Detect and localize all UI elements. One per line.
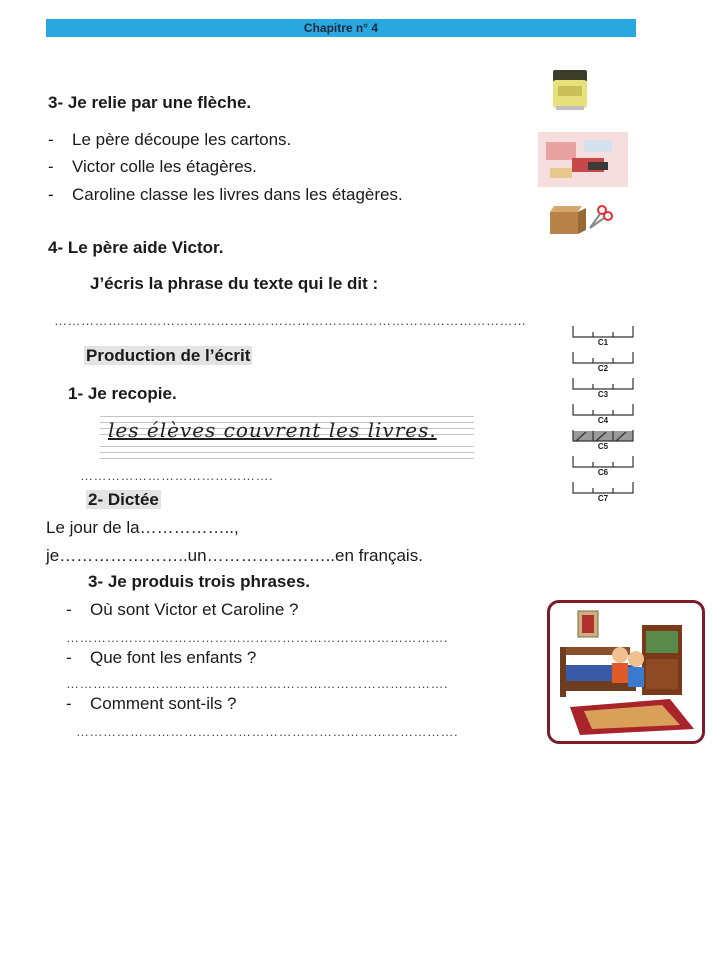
criterion-c3-box[interactable] (572, 378, 634, 390)
dictee-title (86, 490, 161, 510)
dictee-title-text: 2- Dictée (88, 490, 159, 509)
criterion-c5 (572, 430, 642, 456)
glue-stick-icon (550, 68, 590, 112)
question-3-text: Comment sont-ils ? (90, 694, 237, 713)
answer-line-2[interactable]: …………………………………………………………………………. (66, 676, 449, 691)
match-item-1-text: Le père découpe les cartons. (72, 130, 292, 149)
match-item-3: - Caroline classe les livres dans les étagères. (48, 185, 403, 204)
dictee-line-2: je…………………..un…………………..en français. (46, 546, 423, 565)
answer-line-3[interactable]: …………………………………………………………………………. (76, 724, 459, 739)
chapter-header: Chapitre n° 4 (46, 19, 636, 37)
match-item-2-text: Victor colle les étagères. (72, 157, 257, 176)
criterion-c1-box[interactable] (572, 326, 634, 338)
match-item-1: - Le père découpe les cartons. (48, 130, 292, 149)
bedroom-illustration-drawing (550, 603, 702, 741)
criterion-c5-label: C5 (597, 442, 609, 451)
question-1-text: Où sont Victor et Caroline ? (90, 600, 299, 619)
phrases-title: 3- Je produis trois phrases. (88, 572, 311, 591)
question-3: - Comment sont-ils ? (66, 694, 237, 713)
production-title-text: Production de l’écrit (86, 346, 251, 365)
cardboard-clutter-icon (538, 132, 628, 187)
recopie-answer-line[interactable]: ……………………………………. (80, 468, 274, 483)
criterion-c7 (572, 482, 642, 508)
question-1: - Où sont Victor et Caroline ? (66, 600, 299, 619)
exercise-3-title: 3- Je relie par une flèche. (48, 93, 252, 112)
criterion-c4-label: C4 (597, 416, 609, 425)
criterion-c7-box[interactable] (572, 482, 634, 494)
exercise-4-title: 4- Le père aide Victor. (48, 238, 224, 257)
criterion-c5-box[interactable] (572, 430, 634, 442)
cursive-model-text: les élèves couvrent les livres. (108, 418, 437, 442)
dictee-line-1: Le jour de la…………….., (46, 518, 239, 537)
question-2-text: Que font les enfants ? (90, 648, 257, 667)
recopie-title: 1- Je recopie. (68, 384, 177, 403)
question-2: - Que font les enfants ? (66, 648, 257, 667)
writing-lines-copy (100, 446, 474, 464)
criteria-column (572, 326, 642, 508)
exercise-4-answer-line[interactable]: …………………………………………………………………………………………… (54, 313, 527, 328)
criterion-c7-label: C7 (597, 494, 609, 503)
criterion-c1 (572, 326, 642, 352)
exercise-4-instruction: J’écris la phrase du texte qui le dit : (90, 274, 379, 293)
criterion-c6-label: C6 (597, 468, 609, 477)
criterion-c2-label: C2 (597, 364, 609, 373)
criterion-c3 (572, 378, 642, 404)
match-item-2: - Victor colle les étagères. (48, 157, 257, 176)
criterion-c4 (572, 404, 642, 430)
match-item-3-text: Caroline classe les livres dans les étagères. (72, 185, 403, 204)
criterion-c6 (572, 456, 642, 482)
criterion-c6-box[interactable] (572, 456, 634, 468)
criterion-c1-label: C1 (597, 338, 609, 347)
box-and-scissors-icon (546, 202, 616, 238)
criterion-c4-box[interactable] (572, 404, 634, 416)
production-title (84, 346, 252, 366)
answer-line-1[interactable]: …………………………………………………………………………. (66, 630, 449, 645)
bedroom-illustration (547, 600, 705, 744)
criterion-c3-label: C3 (597, 390, 609, 399)
criterion-c2-box[interactable] (572, 352, 634, 364)
criterion-c2 (572, 352, 642, 378)
